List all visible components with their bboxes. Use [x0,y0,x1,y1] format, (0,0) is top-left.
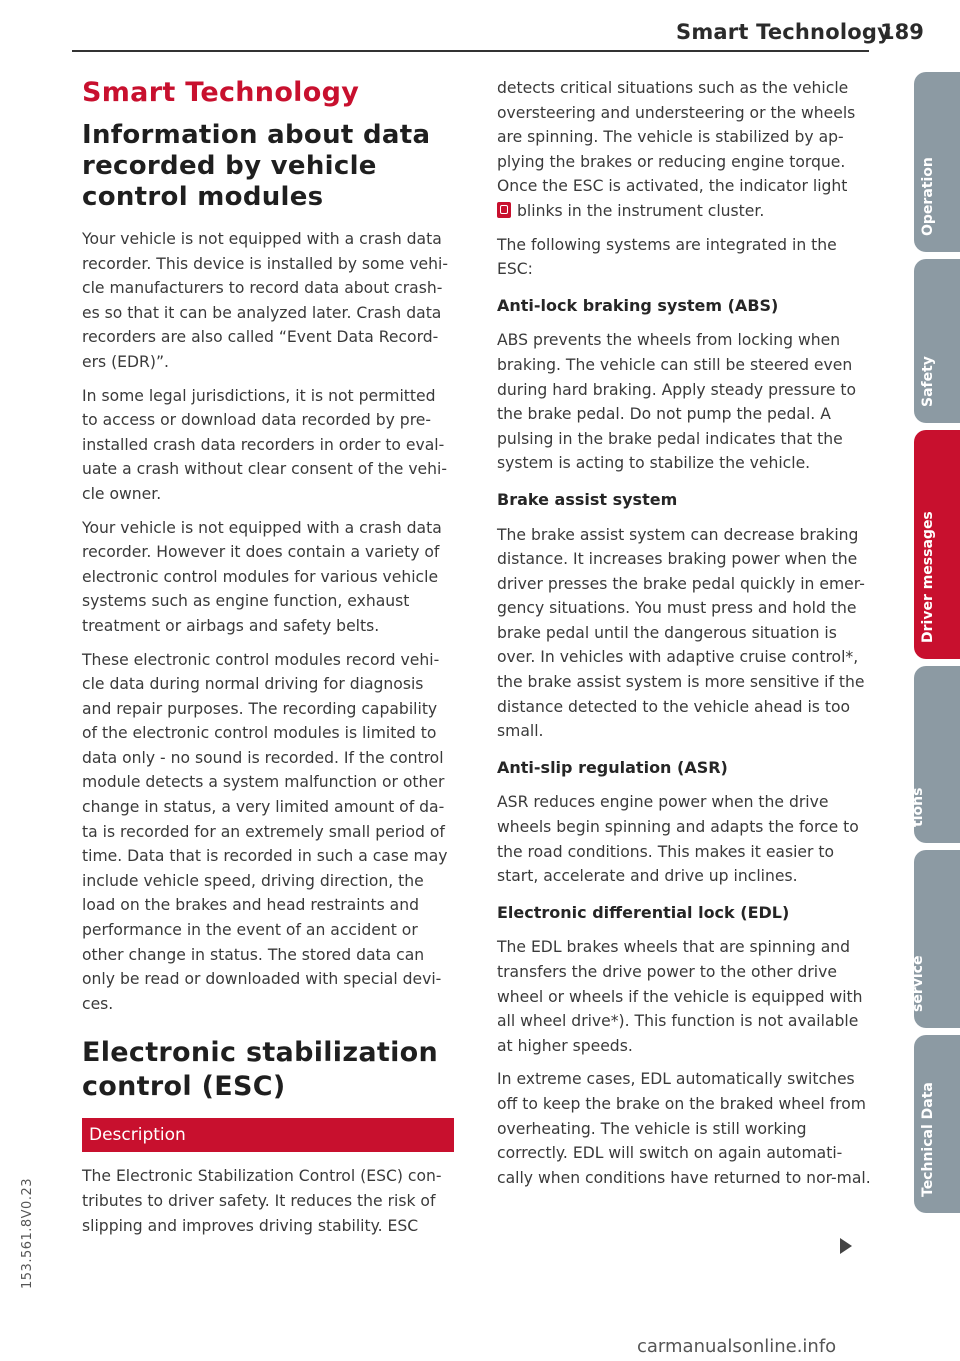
page-number: 189 [880,20,924,44]
esc-indicator-icon [497,202,511,218]
asr-title: Anti-slip regulation (ASR) [497,757,728,777]
bas-title: Brake assist system [497,489,678,509]
tab-safety[interactable] [914,259,960,423]
left-column [82,76,454,1247]
esc-continued-text: detects critical situations such as the vehicle oversteering and understeering or the wheels are spinning. The vehicle is stabilized by ap-plying the brakes or reducing engine torque. Once the ESC is activated, the indicator light [497,79,856,196]
tab-label: Technical Data [920,1082,936,1197]
abs-text: ABS prevents the wheels from locking when braking. The vehicle can still be steered even during hard braking. Apply steady pressure to the brake pedal. Do not pump the pedal. A pulsing in the brake pedal indicates that the system is acting to stabilize the vehicle. [497,331,857,473]
edr-paragraph-4: These electronic control modules record vehi-cle data during normal driving for diagnosis and repair purposes. The recording capability of the electronic control modules is limited to data only - no sound is recorded. If the control module detects a system malfunction or other change in status, a very limited amount of da-ta is recorded for an extremely small period of time. Data that is recorded in such a case may include vehicle speed, driving direction, the load on the brakes and head restraints and performance in the event of an accident or other change in status. The stored data can only be read or downloaded with special devi-ces. [82,650,448,1013]
bas-text: The brake assist system can decrease braking distance. It increases braking power when the driver presses the brake pedal quickly in emer-gency situations. You must press and hold the brake pedal until the dangerous situation is over. In vehicles with adaptive cruise control*, the brake assist system is more sensitive if the distance detected to the vehicle ahead is too small. [497,525,865,741]
edl-text-1: The EDL brakes wheels that are spinning and transfers the drive power to the other drive wheel or wheels if the vehicle is equipped with all wheel drive*). This function is not available at higher speeds. [497,938,863,1055]
continue-arrow-icon [840,1238,852,1254]
tab-label: Safety [920,356,936,407]
section-title: Smart Technology [82,77,360,108]
right-column [497,76,875,1199]
chapter-tabs [894,72,960,1220]
tab-do-it-yourself-service[interactable] [894,850,960,1028]
edr-heading: Information about data recorded by vehicle control modules [82,120,431,212]
esc-heading: Electronic stabilization control (ESC) [82,1037,439,1103]
edr-paragraph-2: In some legal jurisdictions, it is not permitted to access or download data recorded by pre-installed crash data recorders in order to eval-uate a crash without clear consent of the vehi-cle owner. [82,386,447,503]
tab-operation[interactable] [914,72,960,252]
tab-label: Operation [920,157,936,236]
edr-paragraph-1: Your vehicle is not equipped with a crash data recorder. This device is installed by some vehi-cle manufacturers to record data about crash-es so that it can be analyzed later. Crash data recorders are also called “Event Data Record-ers (EDR)”. [82,230,448,371]
edl-title: Electronic differential lock (EDL) [497,902,790,922]
description-bar: Description [82,1118,454,1152]
tab-driver-messages[interactable] [914,430,960,659]
edr-paragraph-3: Your vehicle is not equipped with a crash data recorder. However it does contain a variety of electronic control modules for various vehicle systems such as engine function, exhaust treatment or airbags and safety belts. [82,518,442,635]
tab-technical-data[interactable] [914,1035,960,1213]
abs-title: Anti-lock braking system (ABS) [497,295,779,315]
esc-indicator-text: blinks in the instrument cluster. [517,201,765,220]
asr-text: ASR reduces engine power when the drive wheels begin spinning and adapts the force to the road conditions. This makes it easier to start, accelerate and drive up inclines. [497,793,859,886]
tab-label: Operating instruc- tions [894,682,926,827]
edl-text-2: In extreme cases, EDL automatically switches off to keep the brake on the braked wheel from overheating. The vehicle is still working correctly. EDL will switch on again automati-cally when conditions have returned to nor-mal. [497,1070,871,1187]
watermark: carmanualsonline.info [637,1336,837,1357]
tab-label: Driver messages [920,511,936,643]
header-rule [72,50,869,52]
esc-intro: The Electronic Stabilization Control (ESC) con-tributes to driver safety. It reduces the risk of slipping and improves driving stability. ESC [82,1167,442,1235]
document-code: 153.561.8V0.23 [20,1178,35,1289]
tab-operating-instructions[interactable] [894,666,960,843]
running-header-title: Smart Technology [676,20,891,44]
integrated-systems-text: The following systems are integrated in the ESC: [497,235,837,279]
tab-label: Do-it-yourself service [894,903,926,1012]
esc-continued [497,76,875,224]
